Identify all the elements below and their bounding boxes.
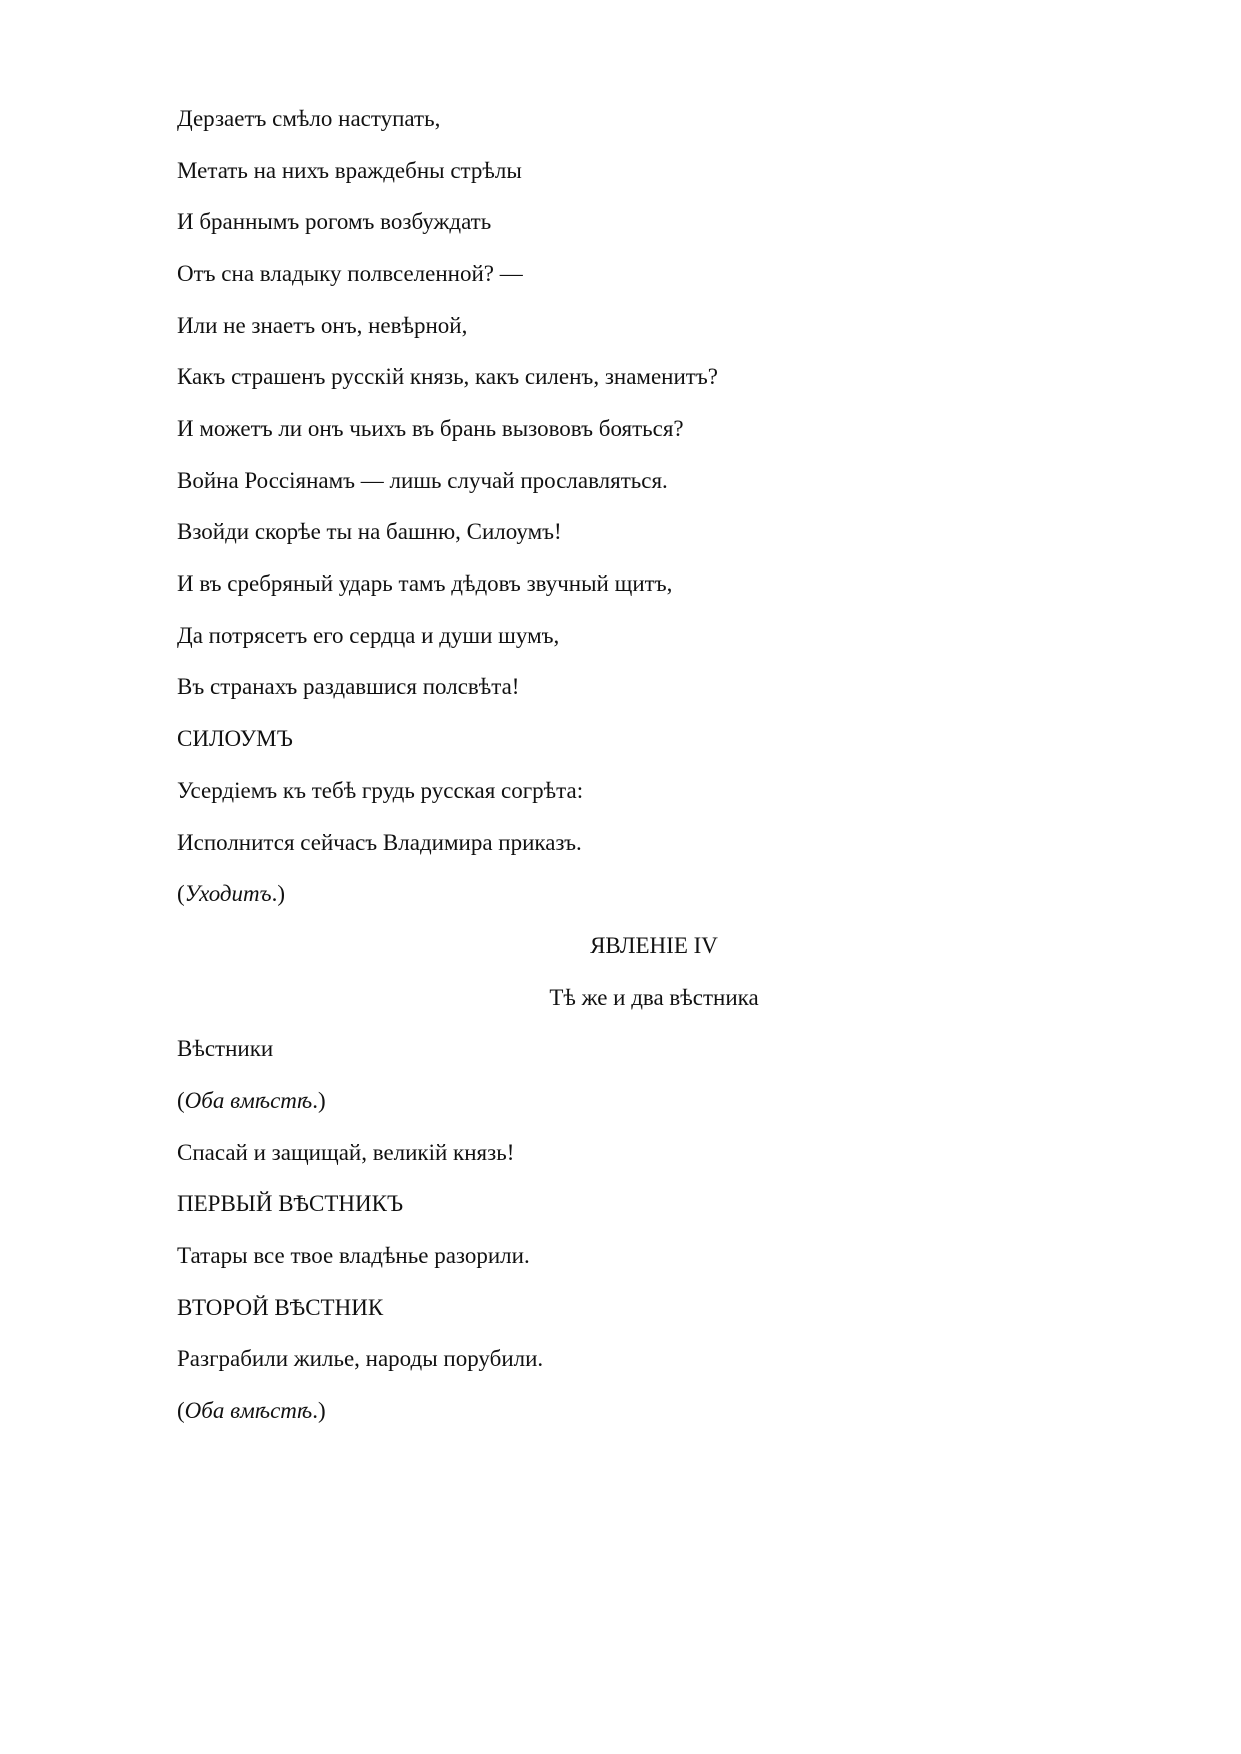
verse-line: И въ сребряный ударь тамъ дѣдовъ звучный щитъ, <box>177 571 673 596</box>
verse-line: Или не знаетъ онъ, невѣрной, <box>177 313 468 338</box>
verse-line: Дерзаетъ смѣло наступать, <box>177 106 441 131</box>
verse-line: Въ странахъ раздавшися полсвѣта! <box>177 674 520 699</box>
verse-line: Да потрясетъ его сердца и души шумъ, <box>177 623 560 648</box>
verse-line: Исполнится сейчасъ Владимира приказъ. <box>177 830 582 855</box>
verse-line: И можетъ ли онъ чьихъ въ брань вызововъ бояться? <box>177 416 684 441</box>
verse-line: Какъ страшенъ русскій князь, какъ силенъ, знаменитъ? <box>177 364 718 389</box>
verse-line: Война Россіянамъ — лишь случай прославляться. <box>177 468 668 493</box>
paren-open: ( <box>177 1088 185 1113</box>
verse-line: Татары все твое владѣнье разорили. <box>177 1243 530 1268</box>
stage-direction-text: Уходитъ <box>184 881 272 906</box>
speaker-name: ВТОРОЙ ВѢСТНИК <box>177 1295 384 1320</box>
stage-direction-text: Оба вмѣстѣ <box>184 1088 313 1113</box>
verse-line: Метать на нихъ враждебны стрѣлы <box>177 158 522 183</box>
verse-line: Взойди скорѣе ты на башню, Силоумъ! <box>177 519 562 544</box>
verse-line: И браннымъ рогомъ возбуждать <box>177 209 492 234</box>
scene-subheading: Тѣ же и два вѣстника <box>549 985 759 1010</box>
paren-open: ( <box>177 881 185 906</box>
verse-line: Усердіемъ къ тебѣ грудь русская согрѣта: <box>177 778 584 803</box>
paren-open: ( <box>177 1398 185 1423</box>
stage-direction <box>177 1086 326 1116</box>
paren-close: .) <box>312 1398 326 1423</box>
stage-direction <box>177 879 285 909</box>
stage-direction <box>177 1396 326 1426</box>
speaker-name: Вѣстники <box>177 1036 274 1061</box>
paren-close: .) <box>312 1088 326 1113</box>
scene-heading: ЯВЛЕНІЕ IV <box>590 933 718 958</box>
verse-line: Разграбили жилье, народы порубили. <box>177 1346 544 1371</box>
speaker-name: ПЕРВЫЙ ВѢСТНИКЪ <box>177 1191 404 1216</box>
paren-close: .) <box>271 881 286 906</box>
verse-line: Спасай и защищай, великій князь! <box>177 1140 515 1165</box>
speaker-name: СИЛОУМЪ <box>177 726 293 751</box>
stage-direction-text: Оба вмѣстѣ <box>184 1398 313 1423</box>
verse-line: Отъ сна владыку полвселенной? — <box>177 261 523 286</box>
